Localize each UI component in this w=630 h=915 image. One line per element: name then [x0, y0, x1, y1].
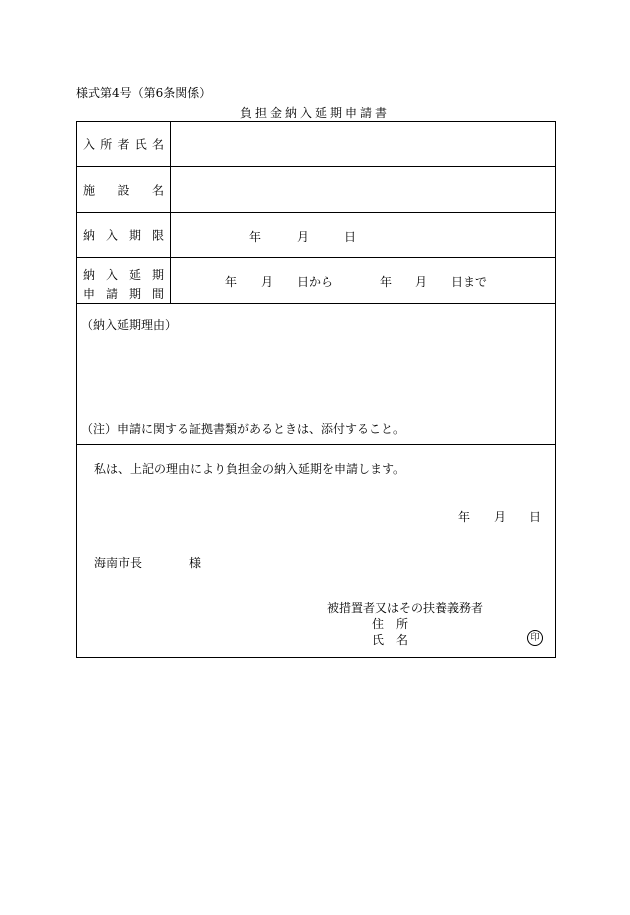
resident-name-field[interactable]: [172, 122, 555, 166]
addressee: 海南市長: [94, 556, 143, 570]
reason-field[interactable]: [77, 334, 555, 414]
addressee-honorific: 様: [189, 556, 202, 570]
address-label: 住 所: [372, 617, 409, 631]
declaration-statement: 私は、上記の理由により負担金の納入延期を申請します。: [94, 462, 406, 476]
form-title: 負担金納入延期申請書: [239, 106, 390, 120]
period-to-year: 年: [380, 275, 393, 289]
period-from-day: 日から: [297, 275, 334, 289]
reason-label: （納入延期理由）: [81, 318, 178, 332]
facility-label: 施 設 名: [77, 167, 171, 212]
period-from-year: 年: [225, 275, 238, 289]
facility-field[interactable]: [172, 167, 555, 212]
declaration-month: 月: [494, 510, 507, 524]
declaration-day: 日: [529, 510, 542, 524]
period-to-day: 日まで: [451, 275, 488, 289]
payment-deadline-row: [77, 213, 555, 258]
form-number: 様式第4号（第6条関係）: [76, 86, 212, 100]
seal-icon: 印: [527, 630, 543, 646]
application-form: [76, 121, 556, 658]
resident-name-row: [77, 122, 555, 167]
period-to-month: 月: [415, 275, 428, 289]
deadline-day: 日: [344, 230, 357, 244]
name-field[interactable]: [417, 629, 522, 645]
name-label: 氏 名: [372, 633, 409, 647]
reason-note: （注）申請に関する証拠書類があるときは、添付すること。: [81, 422, 406, 436]
deadline-year: 年: [249, 230, 262, 244]
period-from-month: 月: [261, 275, 274, 289]
applicant-title: 被措置者又はその扶養義務者: [327, 601, 484, 615]
declaration-year: 年: [458, 510, 471, 524]
extension-period-row: [77, 258, 555, 304]
deadline-month: 月: [297, 230, 310, 244]
address-field[interactable]: [417, 613, 547, 629]
reason-row: [77, 304, 555, 445]
extension-period-label: 納 入 延 期 申 請 期 間: [77, 258, 171, 303]
resident-name-label: 入 所 者 氏 名: [77, 122, 171, 166]
facility-row: [77, 167, 555, 213]
payment-deadline-label: 納 入 期 限: [77, 213, 171, 257]
